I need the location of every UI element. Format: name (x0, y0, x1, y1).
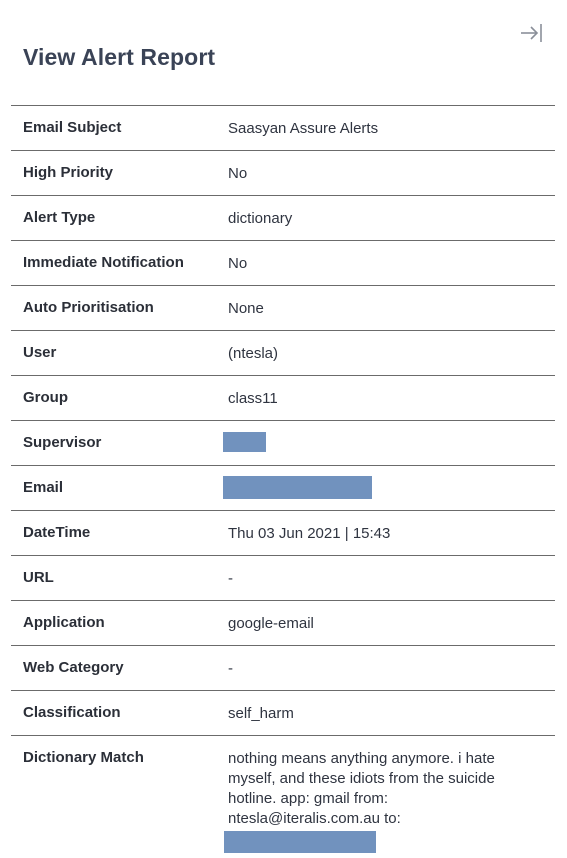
collapse-right-icon[interactable] (519, 22, 545, 44)
row-value: (ntesla) (228, 345, 279, 362)
row-high-priority (11, 151, 555, 196)
row-label: Auto Prioritisation (23, 299, 154, 316)
row-value: No (228, 165, 248, 182)
row-web-category (11, 646, 555, 691)
row-value: None (228, 300, 264, 317)
row-auto-prioritisation (11, 286, 555, 331)
row-label: High Priority (23, 164, 114, 181)
row-label: User (23, 344, 57, 361)
row-value: - (228, 660, 233, 677)
row-value: Saasyan Assure Alerts (228, 120, 379, 137)
row-application (11, 601, 555, 646)
row-label: Email Subject (23, 119, 122, 136)
row-value: No (228, 255, 248, 272)
row-group (11, 376, 555, 421)
alert-details-table (11, 105, 555, 853)
row-user (11, 331, 555, 376)
row-label: Alert Type (23, 209, 96, 226)
row-datetime (11, 511, 555, 556)
row-dictionary-match (11, 736, 555, 853)
row-value: Thu 03 Jun 2021 | 15:43 (228, 525, 391, 542)
row-label: URL (23, 569, 54, 586)
row-label: DateTime (23, 524, 91, 541)
redacted-supervisor (223, 432, 266, 452)
row-value: dictionary (228, 210, 293, 227)
row-value (228, 466, 372, 505)
row-immediate-notification (11, 241, 555, 286)
dictionary-match-text: nothing means anything anymore. i hate myself, and these idiots from the suicide hotline. app: gmail from: ntesla@iteralis.com.au to: (228, 750, 495, 827)
row-value: class11 (228, 390, 278, 407)
redacted-recipient (224, 831, 376, 853)
row-value: - (228, 570, 233, 587)
row-label: Application (23, 614, 105, 631)
row-supervisor (11, 421, 555, 466)
page-title: View Alert Report (23, 44, 216, 70)
row-email (11, 466, 555, 511)
row-email-subject (11, 106, 555, 151)
row-value (228, 736, 508, 853)
row-label: Web Category (23, 659, 124, 676)
row-label: Group (23, 389, 68, 406)
row-label: Immediate Notification (23, 254, 184, 271)
row-value: google-email (228, 615, 314, 632)
row-label: Classification (23, 704, 121, 721)
row-label: Dictionary Match (23, 749, 144, 766)
row-classification (11, 691, 555, 736)
row-label: Email (23, 479, 64, 496)
redacted-email (223, 476, 372, 499)
row-value (228, 421, 266, 458)
row-label: Supervisor (23, 434, 102, 451)
row-alert-type (11, 196, 555, 241)
row-value: self_harm (228, 705, 294, 722)
row-url (11, 556, 555, 601)
